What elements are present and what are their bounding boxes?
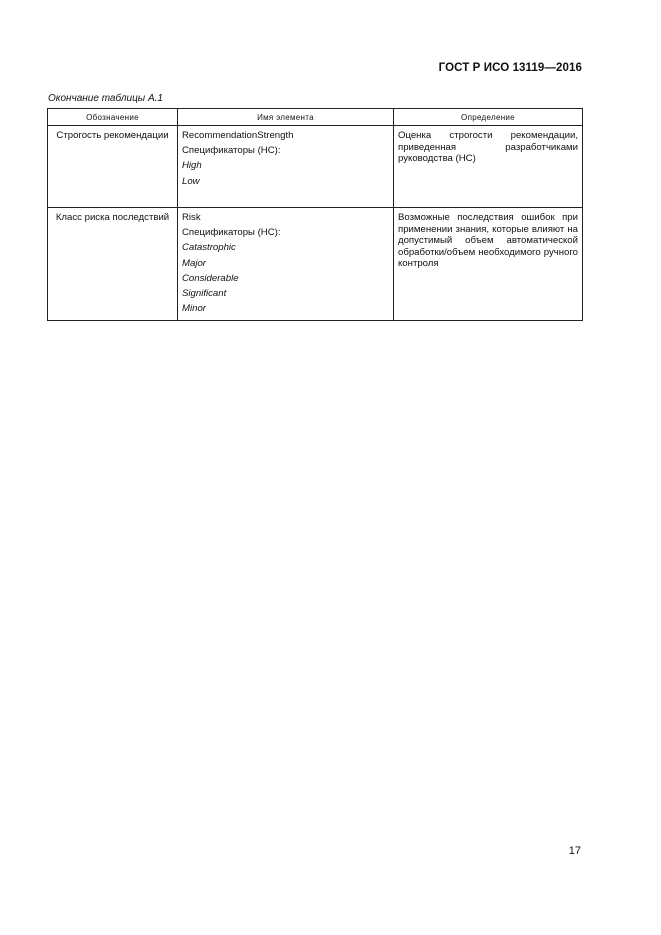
elements-table [47,108,583,321]
specifier-value: Considerable [182,272,239,284]
specifier-value: Minor [182,303,206,315]
column-header-definition: Определение [394,109,583,126]
cell-element-name [178,126,394,208]
table-caption: Окончание таблицы А.1 [48,93,163,104]
cell-designation: Класс риска последствий [48,208,178,321]
cell-designation: Строгость рекомендации [48,126,178,208]
table-row [48,126,583,208]
specifier-value: Major [182,257,206,269]
table-row [48,208,583,321]
element-name: Risk [182,212,201,223]
specifier-value: Low [182,175,200,187]
specifier-value: Significant [182,288,227,300]
specifier-value: High [182,160,202,172]
table-header-row [48,109,583,126]
standard-code: ГОСТ Р ИСО 13119—2016 [438,62,582,74]
cell-element-name [178,208,394,321]
column-header-designation: Обозначение [48,109,178,126]
specifier-value: Catastrophic [182,242,236,254]
element-name: RecommendationStrength [182,130,294,141]
cell-definition: Оценка строгости рекомендации, приведенная разработчиками руководства (НС) [394,126,583,208]
cell-definition: Возможные последствия ошибок при применении знания, которые влияют на допустимый объем автоматической обработки/объем необходимого ручного контроля [394,208,583,321]
column-header-element-name: Имя элемента [178,109,394,126]
specifiers-label: Спецификаторы (НС): [182,145,281,157]
specifiers-label: Спецификаторы (НС): [182,227,281,239]
page-number: 17 [568,845,581,857]
